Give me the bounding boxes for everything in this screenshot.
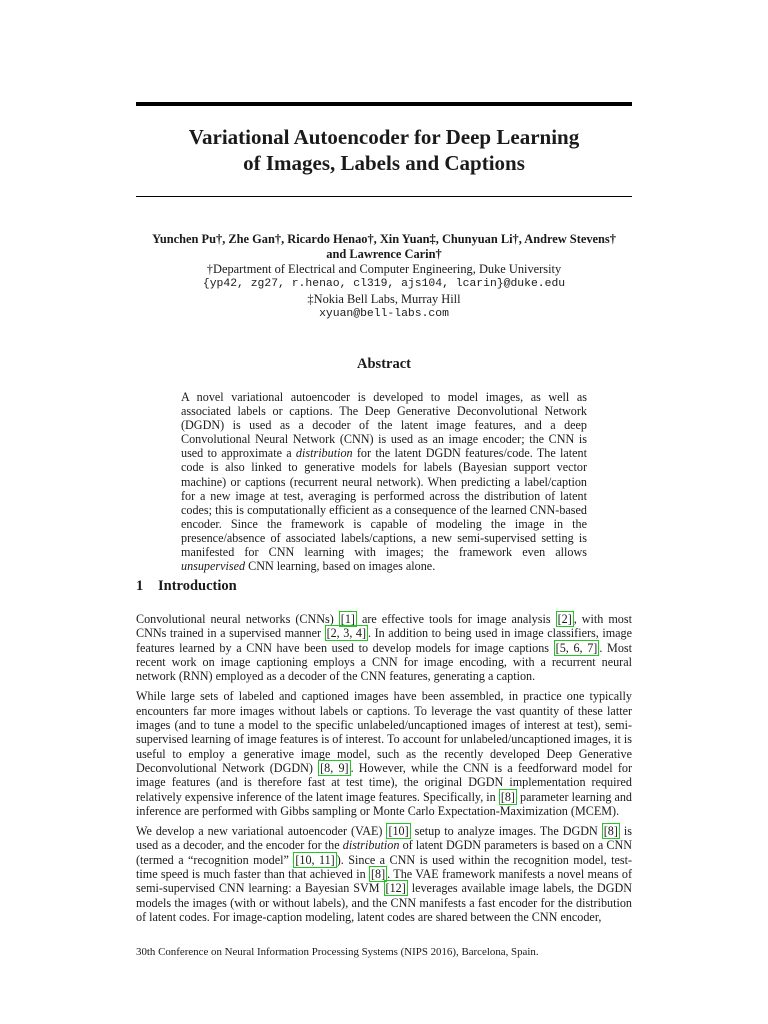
- text: Convolutional neural networks (CNNs): [136, 612, 339, 626]
- citation-link[interactable]: [10]: [388, 824, 409, 839]
- citation-link[interactable]: [5, 6, 7]: [555, 640, 598, 655]
- paper-title: [136, 124, 632, 176]
- affiliation-nokia: ‡Nokia Bell Labs, Murray Hill: [307, 292, 461, 306]
- section-heading-introduction: [136, 578, 237, 595]
- abstract-text-part: for the latent DGDN features/code. The latent code is also linked to generative models for labels (Bayesian support vector machine) or captions (recurrent neural network). When predicting a label/caption for a new image at test, averaging is performed across the distribution of latent codes; this is computationally efficient as a consequence of the learned CNN-based encoder. Since the framework is capable of modeling the image in the presence/absence of associated labels/captions, a new semi-supervised setting is manifested for CNN learning with images; the framework even allows: [181, 446, 588, 560]
- text: is used as a decoder, and the encoder for the: [136, 824, 632, 853]
- section-title: Introduction: [158, 578, 237, 594]
- citation-link[interactable]: [8, 9]: [320, 760, 349, 775]
- paragraph-3: [136, 824, 632, 924]
- abstract-emphasis: distribution: [295, 446, 353, 461]
- author-names-line-2: and Lawrence Carin†: [326, 247, 442, 261]
- abstract-text-part: A novel variational autoencoder is developed to model images, as well as associated labels or captions. The Deep Generative Deconvolutional Network (DGDN) is used as a decoder of the latent image features, and a deep Convolutional Neural Network (CNN) is used as an image encoder; the CNN is used to approximate a: [181, 390, 587, 461]
- abstract-text-part: CNN learning, based on images alone.: [245, 559, 436, 574]
- citation-link[interactable]: [2]: [557, 612, 572, 626]
- text: . The VAE framework manifests a novel means of semi-supervised CNN learning: a Bayesian SVM: [136, 867, 632, 896]
- text: We develop a new variational autoencoder (VAE): [136, 824, 387, 839]
- text: parameter learning and inference are performed with Gibbs sampling or Monte Carlo Expectation-Maximization (MCEM).: [136, 789, 632, 818]
- text: are effective tools for image analysis: [356, 612, 556, 626]
- text: leverages available image labels, the DGDN models the images (with or without labels), and the CNN manifests a fast encoder for the distribution of latent codes. For image-caption modeling, latent codes are shared between the CNN encoder,: [136, 881, 632, 924]
- affiliation-duke: †Department of Electrical and Computer Engineering, Duke University: [206, 262, 562, 276]
- citation-link[interactable]: [2, 3, 4]: [326, 626, 367, 641]
- introduction-body: [136, 612, 632, 930]
- paragraph-1: [136, 612, 632, 683]
- text: . In addition to being used in image classifiers, image features learned by a CNN have been used to develop models for image captions: [136, 626, 633, 655]
- emphasis: distribution: [342, 838, 400, 853]
- title-bottom-rule: [136, 196, 632, 197]
- email-duke: {yp42, zg27, r.henao, cl319, ajs104, lcarin}@duke.edu: [202, 278, 566, 290]
- text: of latent DGDN parameters is based on a CNN (termed a “recognition model”: [136, 838, 633, 867]
- text: ). Since a CNN is used within the recognition model, test-time speed is much faster than that achieved in: [136, 852, 632, 882]
- text: . Most recent work on image captioning employs a CNN for image encoding, with a recurrent neural network (RNN) employed as a decoder of the CNN features, generating a caption.: [136, 640, 632, 684]
- section-number: 1: [136, 578, 144, 594]
- text: While large sets of labeled and captioned images have been assembled, in practice one typically encounters far more images without labels or captions. To leverage the vast quantity of these latter images (and to tune a model to the specific unlabeled/uncaptioned images of interest at test), semi-supervised learning of image features is of interest. To account for unlabeled/uncaptioned images, it is useful to employ a generative image model, such as the recently developed Deep Generative Deconvolutional Network (DGDN): [136, 689, 632, 775]
- citation-link[interactable]: [12]: [385, 881, 406, 896]
- abstract-text: [181, 390, 587, 573]
- citation-link[interactable]: [8]: [500, 789, 515, 804]
- title-line-1: Variational Autoencoder for Deep Learning: [188, 125, 580, 149]
- conference-footnote: 30th Conference on Neural Information Processing Systems (NIPS 2016), Barcelona, Spain.: [136, 946, 539, 958]
- text: , with most CNNs trained in a supervised manner: [136, 612, 632, 641]
- citation-link[interactable]: [8]: [371, 867, 386, 882]
- title-line-2: of Images, Labels and Captions: [243, 151, 525, 175]
- email-nokia: xyuan@bell-labs.com: [319, 308, 449, 320]
- abstract-heading: Abstract: [357, 356, 411, 372]
- citation-link[interactable]: [10, 11]: [295, 852, 335, 867]
- paragraph-2: [136, 689, 632, 818]
- author-names-line-1: Yunchen Pu†, Zhe Gan†, Ricardo Henao†, Xin Yuan‡, Chunyuan Li†, Andrew Stevens†: [152, 232, 616, 246]
- top-rule: [136, 102, 632, 106]
- text: setup to analyze images. The DGDN: [410, 824, 602, 839]
- citation-link[interactable]: [1]: [340, 612, 355, 626]
- author-block: [136, 232, 632, 322]
- abstract-emphasis: unsupervised: [181, 559, 246, 574]
- citation-link[interactable]: [8]: [603, 824, 618, 839]
- text: . However, while the CNN is a feedforward model for image features (and is therefore fast at test time), the original DGDN implementation required relatively expensive inference of the latent image features. Specifically, in: [136, 760, 633, 804]
